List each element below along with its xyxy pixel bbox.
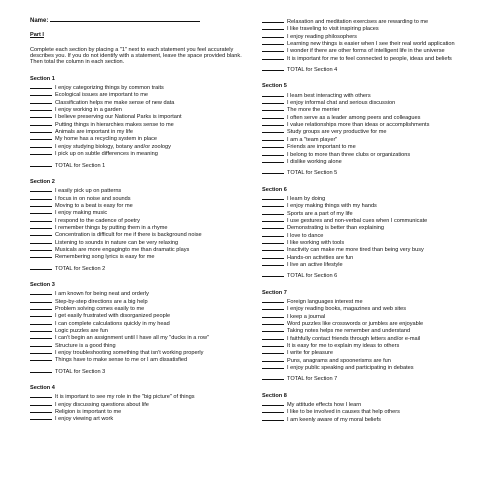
statement-item — [262, 40, 484, 47]
statement-text: I love to dance — [287, 232, 324, 239]
statement-text: I get easily frustrated with disorganized people — [55, 313, 171, 320]
section-block — [262, 393, 484, 423]
answer-blank[interactable] — [30, 334, 52, 339]
statement-item — [30, 187, 248, 194]
answer-blank[interactable] — [30, 349, 52, 354]
statement-text: Concentration is difficult for me if there is background noise — [55, 232, 202, 239]
answer-blank[interactable] — [262, 224, 284, 229]
statement-item — [30, 217, 248, 224]
statement-text: I enjoy working in a garden — [55, 107, 122, 114]
answer-blank[interactable] — [30, 209, 52, 214]
left-sections — [30, 76, 248, 423]
name-label: Name: — [30, 18, 49, 24]
answer-blank[interactable] — [262, 158, 284, 163]
answer-blank[interactable] — [262, 232, 284, 237]
answer-blank[interactable] — [30, 356, 52, 361]
statement-text: I pick up on subtle differences in meaning — [55, 151, 158, 158]
section-block — [30, 385, 248, 423]
section-title: Section 5 — [262, 83, 287, 90]
answer-blank[interactable] — [30, 415, 52, 420]
answer-blank[interactable] — [262, 298, 284, 303]
statement-text: Moving to a beat is easy for me — [55, 202, 133, 209]
statement-item — [30, 195, 248, 202]
statement-text: Study groups are very productive for me — [287, 129, 387, 136]
total-blank[interactable] — [262, 66, 284, 71]
statement-text: Learning new things is easier when I see their real world application — [287, 41, 455, 48]
statement-text: I believe preserving our National Parks is important — [55, 114, 182, 121]
answer-blank[interactable] — [262, 416, 284, 421]
statement-item — [262, 357, 484, 364]
answer-blank[interactable] — [262, 246, 284, 251]
answer-blank[interactable] — [30, 320, 52, 325]
section-block — [262, 83, 484, 176]
statement-text: I enjoy making music — [55, 210, 108, 217]
answer-blank[interactable] — [262, 151, 284, 156]
answer-blank[interactable] — [30, 217, 52, 222]
section-total — [262, 272, 484, 279]
statement-text: It is important to see my role in the "big picture" of things — [55, 394, 195, 401]
total-blank[interactable] — [262, 169, 284, 174]
statement-item — [30, 231, 248, 238]
answer-blank[interactable] — [30, 327, 52, 332]
statement-item — [30, 246, 248, 253]
statement-text: I write for pleasure — [287, 350, 334, 357]
section-title: Section 7 — [262, 289, 287, 296]
total-label: TOTAL for Section 4 — [287, 67, 338, 74]
answer-blank[interactable] — [262, 342, 284, 347]
answer-blank[interactable] — [262, 335, 284, 340]
statement-text: I can complete calculations quickly in my head — [55, 320, 170, 327]
statement-text: I learn by doing — [287, 195, 326, 202]
answer-blank[interactable] — [262, 114, 284, 119]
statement-item — [262, 261, 484, 268]
statement-text: Ecological issues are important to me — [55, 92, 148, 99]
statement-text: I easily pick up on patterns — [55, 188, 122, 195]
statement-item — [30, 143, 248, 150]
statement-item — [262, 298, 484, 305]
statement-item — [262, 349, 484, 356]
answer-blank[interactable] — [30, 113, 52, 118]
answer-blank[interactable] — [30, 99, 52, 104]
statement-item — [30, 356, 248, 363]
statement-text: It is important for me to feel connected to people, ideas and beliefs — [287, 55, 452, 62]
statement-text: I like working with tools — [287, 239, 345, 246]
answer-blank[interactable] — [30, 290, 52, 295]
answer-blank[interactable] — [262, 128, 284, 133]
statement-item — [262, 335, 484, 342]
statement-item — [30, 415, 248, 422]
statement-item — [30, 113, 248, 120]
statement-item — [262, 25, 484, 32]
answer-blank[interactable] — [30, 91, 52, 96]
statement-item — [262, 136, 484, 143]
answer-blank[interactable] — [30, 121, 52, 126]
answer-blank[interactable] — [30, 150, 52, 155]
answer-blank[interactable] — [30, 187, 52, 192]
statement-item — [262, 114, 484, 121]
answer-blank[interactable] — [30, 224, 52, 229]
section-total — [262, 66, 484, 73]
total-label: TOTAL for Section 7 — [287, 376, 338, 383]
statement-item — [262, 239, 484, 246]
answer-blank[interactable] — [262, 217, 284, 222]
answer-blank[interactable] — [30, 305, 52, 310]
answer-blank[interactable] — [30, 246, 52, 251]
statement-text: I enjoy informal chat and serious discussion — [287, 100, 396, 107]
statement-text: I respond to the cadence of poetry — [55, 217, 140, 224]
statement-text: I enjoy viewing art work — [55, 416, 114, 423]
answer-blank[interactable] — [262, 320, 284, 325]
answer-blank[interactable] — [262, 313, 284, 318]
statement-text: Problem solving comes easily to me — [55, 306, 145, 312]
statement-item — [30, 150, 248, 157]
statement-item — [262, 121, 484, 128]
statement-text: I am a "team player" — [287, 136, 338, 143]
statement-item — [30, 128, 248, 135]
statement-text: I remember things by putting them in a rhyme — [55, 224, 168, 231]
statement-item — [262, 158, 484, 165]
statement-item — [30, 312, 248, 319]
statement-text: I wonder if there are other forms of intelligent life in the universe — [287, 48, 445, 55]
statement-text: I enjoy discussing questions about life — [55, 401, 149, 408]
section-block — [262, 18, 484, 73]
total-label: TOTAL for Section 5 — [287, 170, 338, 177]
answer-blank[interactable] — [262, 210, 284, 215]
statement-text: I like traveling to visit inspiring places — [287, 26, 379, 33]
statement-text: Remembering song lyrics is easy for me — [55, 254, 155, 261]
section-title: Section 3 — [30, 281, 55, 288]
statement-text: I learn best interacting with others — [287, 92, 371, 99]
statement-text: Things have to make sense to me or I am dissatisfied — [55, 357, 188, 364]
statement-item — [262, 305, 484, 312]
statement-text: I enjoy public speaking and participating in debates — [287, 365, 414, 372]
statement-text: I enjoy making things with my hands — [287, 203, 377, 210]
statement-item — [262, 128, 484, 135]
answer-blank[interactable] — [262, 136, 284, 141]
answer-blank[interactable] — [262, 327, 284, 332]
statement-text: I enjoy studying biology, botany and/or zoology — [55, 143, 171, 150]
statement-item — [262, 246, 484, 253]
section-total — [262, 169, 484, 176]
statement-item — [30, 224, 248, 231]
answer-blank[interactable] — [30, 106, 52, 111]
statement-item — [262, 232, 484, 239]
statement-text: I live an active lifestyle — [287, 261, 343, 268]
part-heading: Part I — [30, 32, 44, 39]
statement-text: I belong to more than three clubs or organizations — [287, 151, 411, 158]
statement-text: My attitude effects how I learn — [287, 402, 362, 409]
answer-blank[interactable] — [262, 401, 284, 406]
statement-text: I am keenly aware of my moral beliefs — [287, 416, 381, 423]
statement-text: My home has a recycling system in place — [55, 136, 157, 143]
total-blank[interactable] — [262, 375, 284, 380]
statement-item — [262, 18, 484, 25]
statement-text: Hands-on activities are fun — [287, 254, 354, 261]
total-label: TOTAL for Section 6 — [287, 273, 338, 280]
statement-item — [30, 320, 248, 327]
section-block — [30, 282, 248, 375]
answer-blank[interactable] — [30, 135, 52, 140]
answer-blank[interactable] — [262, 143, 284, 148]
answer-blank[interactable] — [30, 408, 52, 413]
total-label: TOTAL for Section 1 — [55, 162, 106, 169]
section-block — [262, 187, 484, 280]
total-label: TOTAL for Section 2 — [55, 265, 106, 272]
statement-item — [30, 342, 248, 349]
statement-item — [30, 349, 248, 356]
section-title: Section 8 — [262, 392, 287, 399]
right-sections — [262, 18, 484, 423]
section-title: Section 6 — [262, 186, 287, 193]
statement-item — [262, 99, 484, 106]
answer-blank[interactable] — [262, 18, 284, 23]
statement-text: I enjoy reading books, magazines and web sites — [287, 306, 407, 313]
statement-text: It is easy for me to explain my ideas to others — [287, 343, 400, 350]
statement-text: Taking notes helps me remember and understand — [287, 328, 411, 335]
statement-text: Relaxation and meditation exercises are rewarding to me — [287, 19, 429, 25]
statement-text: I faithfully contact friends through letters and/or e-mail — [287, 335, 421, 342]
statement-text: I value relationships more than ideas or accomplishments — [287, 122, 430, 129]
statement-item — [262, 47, 484, 54]
statement-item — [30, 298, 248, 305]
statement-item — [30, 106, 248, 113]
statement-text: I often serve as a leader among peers and colleagues — [287, 114, 421, 121]
answer-blank[interactable] — [262, 261, 284, 266]
statement-text: Step-by-step directions are a big help — [55, 298, 148, 305]
answer-blank[interactable] — [262, 33, 284, 38]
statement-item — [30, 327, 248, 334]
statement-text: Putting things in hierarchies makes sense to me — [55, 121, 174, 128]
statement-text: I can't begin an assignment until I have all my "ducks in a row" — [55, 335, 209, 342]
statement-item — [262, 401, 484, 408]
statement-item — [262, 313, 484, 320]
statement-item — [262, 33, 484, 40]
answer-blank[interactable] — [30, 393, 52, 398]
total-blank[interactable] — [30, 162, 52, 167]
instructions: Complete each section by placing a "1" next to each statement you feel accurately describes you. If you do not identify with a statement, leave the space provided blank. Then total the column in each section. — [30, 46, 242, 66]
answer-blank[interactable] — [262, 195, 284, 200]
section-block — [30, 179, 248, 272]
statement-item — [30, 305, 248, 312]
answer-blank[interactable] — [262, 408, 284, 413]
right-column — [262, 18, 484, 423]
answer-blank[interactable] — [30, 231, 52, 236]
section-block — [262, 290, 484, 383]
name-field-row — [30, 18, 248, 24]
statement-text: I dislike working alone — [287, 158, 342, 165]
answer-blank[interactable] — [30, 195, 52, 200]
answer-blank[interactable] — [262, 357, 284, 362]
answer-blank[interactable] — [30, 401, 52, 406]
total-label: TOTAL for Section 3 — [55, 368, 106, 375]
statement-text: Word puzzles like crosswords or jumbles are enjoyable — [287, 321, 424, 328]
statement-text: The more the merrier — [287, 107, 340, 114]
statement-item — [262, 416, 484, 423]
statement-item — [30, 91, 248, 98]
section-title: Section 2 — [30, 178, 55, 185]
statement-text: Classification helps me make sense of new data — [55, 99, 175, 106]
answer-blank[interactable] — [262, 305, 284, 310]
answer-blank[interactable] — [30, 239, 52, 244]
statement-item — [262, 408, 484, 415]
answer-blank[interactable] — [30, 253, 52, 258]
statement-text: Structure is a good thing — [55, 342, 116, 349]
section-total — [30, 162, 248, 169]
statement-text: Demonstrating is better than explaining — [287, 225, 385, 232]
statement-item — [262, 327, 484, 334]
statement-text: I like to be involved in causes that help others — [287, 409, 400, 416]
answer-blank[interactable] — [30, 143, 52, 148]
statement-item — [30, 334, 248, 341]
statement-text: Inactivity can make me more tired than being very busy — [287, 247, 424, 254]
statement-item — [262, 217, 484, 224]
statement-item — [262, 143, 484, 150]
answer-blank[interactable] — [262, 55, 284, 60]
statement-item — [262, 342, 484, 349]
statement-item — [30, 239, 248, 246]
statement-text: Religion is important to me — [55, 409, 122, 416]
answer-blank[interactable] — [30, 202, 52, 207]
answer-blank[interactable] — [262, 40, 284, 45]
answer-blank[interactable] — [262, 121, 284, 126]
statement-text: I keep a journal — [287, 313, 326, 320]
answer-blank[interactable] — [30, 342, 52, 347]
statement-item — [30, 393, 248, 400]
answer-blank[interactable] — [262, 254, 284, 259]
left-column — [30, 18, 248, 423]
name-blank[interactable] — [50, 21, 200, 22]
section-block — [30, 76, 248, 169]
statement-text: Foreign languages interest me — [287, 299, 363, 305]
statement-item — [262, 210, 484, 217]
statement-item — [30, 99, 248, 106]
statement-item — [262, 92, 484, 99]
section-title: Section 4 — [30, 385, 55, 392]
statement-item — [262, 151, 484, 158]
statement-text: Listening to sounds in nature can be very relaxing — [55, 239, 179, 246]
answer-blank[interactable] — [262, 239, 284, 244]
statement-item — [262, 320, 484, 327]
answer-blank[interactable] — [262, 47, 284, 52]
answer-blank[interactable] — [262, 99, 284, 104]
answer-blank[interactable] — [30, 298, 52, 303]
statement-item — [262, 55, 484, 62]
statement-text: I focus in on noise and sounds — [55, 195, 131, 202]
statement-item — [30, 121, 248, 128]
statement-text: I enjoy troubleshooting something that isn't working properly — [55, 350, 204, 357]
answer-blank[interactable] — [262, 92, 284, 97]
section-total — [30, 368, 248, 375]
section-total — [30, 265, 248, 272]
statement-item — [262, 106, 484, 113]
statement-item — [262, 224, 484, 231]
statement-text: I use gestures and non-verbal cues when I communicate — [287, 217, 428, 224]
statement-text: Logic puzzles are fun — [55, 328, 108, 335]
statement-item — [262, 254, 484, 261]
statement-item — [262, 202, 484, 209]
statement-text: I am known for being neat and orderly — [55, 291, 149, 298]
statement-text: Animals are important in my life — [55, 129, 134, 136]
statement-item — [262, 195, 484, 202]
statement-item — [262, 364, 484, 371]
statement-item — [30, 290, 248, 297]
statement-item — [30, 202, 248, 209]
answer-blank[interactable] — [30, 128, 52, 133]
statement-text: Puns, anagrams and spoonerisms are fun — [287, 357, 391, 364]
total-blank[interactable] — [30, 265, 52, 270]
answer-blank[interactable] — [262, 25, 284, 30]
statement-text: Sports are a part of my life — [287, 210, 353, 217]
statement-text: Musicals are more engagingto me than dramatic plays — [55, 246, 190, 253]
answer-blank[interactable] — [30, 312, 52, 317]
statement-text: Friends are important to me — [287, 144, 356, 151]
statement-text: I enjoy categorizing things by common traits — [55, 85, 164, 92]
statement-item — [30, 253, 248, 260]
statement-item — [30, 408, 248, 415]
statement-item — [30, 401, 248, 408]
answer-blank[interactable] — [262, 349, 284, 354]
total-blank[interactable] — [262, 272, 284, 277]
statement-text: I enjoy reading philosophers — [287, 33, 357, 40]
section-title: Section 1 — [30, 75, 55, 82]
answer-blank[interactable] — [262, 364, 284, 369]
section-total — [262, 375, 484, 382]
statement-item — [30, 209, 248, 216]
answer-blank[interactable] — [262, 202, 284, 207]
answer-blank[interactable] — [262, 106, 284, 111]
total-blank[interactable] — [30, 368, 52, 373]
answer-blank[interactable] — [30, 84, 52, 89]
statement-item — [30, 135, 248, 142]
statement-item — [30, 84, 248, 91]
